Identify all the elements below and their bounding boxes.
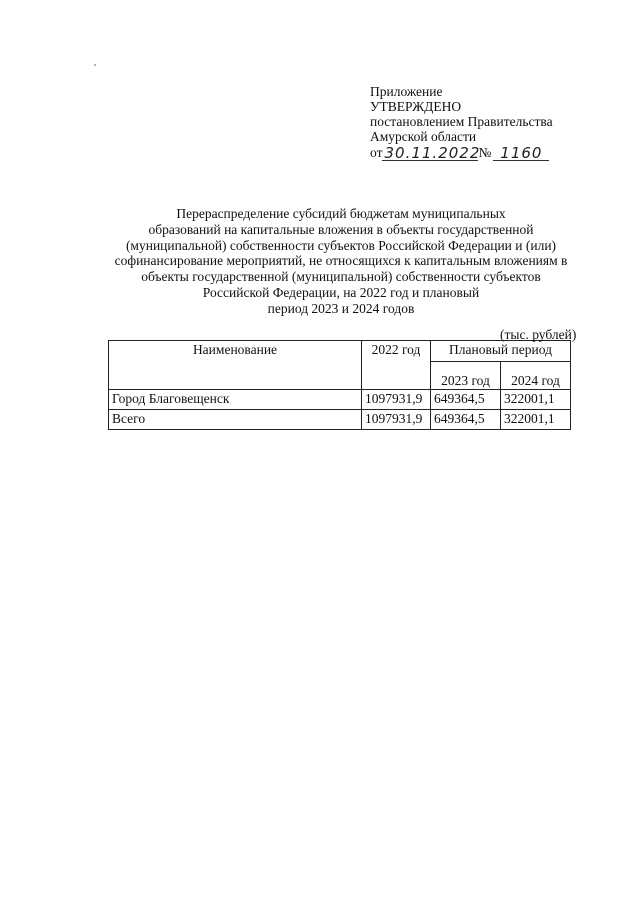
title-line: образований на капитальные вложения в объекты государственной [148,221,534,237]
handwritten-number: 1160 [493,146,549,161]
header-plan-period: Плановый период [431,341,571,362]
row-2024-value: 322001,1 [501,390,571,410]
approval-date-line [370,145,553,160]
row-name: Город Благовещенск [109,390,362,410]
title-line: период 2023 и 2024 годов [267,300,415,316]
subsidy-table [108,340,571,430]
approval-resolution: постановлением Правительства [370,114,553,129]
row-2023-value: 649364,5 [431,390,501,410]
total-2023-value: 649364,5 [431,410,501,430]
document-title [108,206,574,317]
date-prefix: от [370,145,383,160]
units-label: (тыс. рублей) [500,327,577,342]
title-line: софинансирование мероприятий, не относящихся к капитальным вложениям в [114,253,568,269]
approval-block [370,84,553,160]
total-2024-value: 322001,1 [501,410,571,430]
total-name: Всего [109,410,362,430]
approval-appendix: Приложение [370,84,443,99]
scan-speck [94,64,96,66]
handwritten-date: 30.11.2022 [384,144,481,162]
title-line: Перераспределение субсидий бюджетам муниципальных [176,206,506,221]
table-row-total [109,410,571,430]
total-2022-value: 1097931,9 [362,410,431,430]
table-row [109,390,571,410]
title-line: объекты государственной (муниципальной) собственности субъектов [141,269,541,285]
title-line: Российской Федерации, на 2022 год и плановый [202,284,480,300]
header-2023: 2023 год [431,361,501,389]
table-header-row [109,341,571,362]
header-2022: 2022 год [362,341,431,390]
title-line: (муниципальной) собственности субъектов Российской Федерации и (или) [125,237,557,253]
row-2022-value: 1097931,9 [362,390,431,410]
approval-approved: УТВЕРЖДЕНО [370,99,462,114]
header-name: Наименование [109,341,362,390]
number-label: № [478,145,492,160]
approval-region: Амурской области [370,129,477,144]
header-2024: 2024 год [501,361,571,389]
